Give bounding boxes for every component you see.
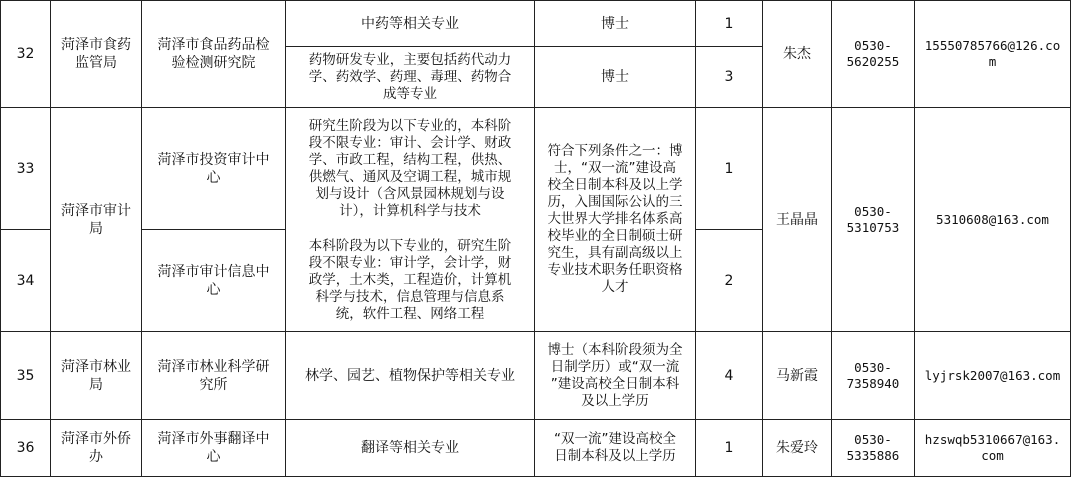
department-cell: 菏泽市外侨 办 bbox=[61, 431, 131, 465]
department-cell: 菏泽市食药 监管局 bbox=[61, 37, 131, 71]
email-cell: 15550785766@126.co m bbox=[924, 38, 1061, 69]
degree-cell: “双一流”建设高校全 日制本科及以上学历 bbox=[554, 431, 676, 464]
email-cell: 5310608@163.com bbox=[936, 211, 1049, 227]
email-cell: lyjrsk2007@163.com bbox=[924, 367, 1061, 383]
major-cell: 研究生阶段为以下专业的，本科阶 段不限专业：审计、会计学、财政 学、市政工程，结构工程，供热、 供燃气、通风及空调工程，城市规 划与设计（含风景园林规划与设 计），计算机科学与技术 bbox=[308, 117, 512, 219]
employer-cell: 菏泽市审计信息中 心 bbox=[157, 263, 270, 298]
headcount-cell: 4 bbox=[724, 367, 734, 384]
row-number: 34 bbox=[16, 272, 35, 289]
major-cell: 林学、园艺、植物保护等相关专业 bbox=[305, 367, 515, 384]
phone-cell: 0530- 5620255 bbox=[846, 38, 900, 69]
department-cell: 菏泽市林业 局 bbox=[61, 358, 131, 393]
headcount-cell: 1 bbox=[724, 160, 734, 177]
headcount-cell: 1 bbox=[724, 440, 734, 456]
row-number: 35 bbox=[16, 367, 35, 384]
headcount-cell: 3 bbox=[724, 69, 734, 85]
degree-cell: 博士（本科阶段须为全 日制学历）或“双一流 ”建设高校全日制本科 及以上学历 bbox=[547, 341, 683, 409]
headcount-cell: 1 bbox=[724, 15, 734, 32]
contact-person-cell: 王晶晶 bbox=[776, 211, 818, 228]
degree-cell: 博士 bbox=[601, 69, 629, 85]
employer-cell: 菏泽市外事翻译中 心 bbox=[157, 431, 270, 465]
degree-cell: 博士 bbox=[601, 15, 629, 32]
row-number: 33 bbox=[16, 160, 35, 177]
degree-cell: 符合下列条件之一：博 士，“双一流”建设高 校全日制本科及以上学 历，入围国际公认的三 大世界大学排名体系高 校毕业的全日制硕士研 究生，具有副高级以上 专业技术职务任职资格 人才 bbox=[547, 143, 683, 295]
headcount-cell: 2 bbox=[724, 272, 734, 289]
employer-cell: 菏泽市投资审计中 心 bbox=[157, 151, 270, 186]
employer-cell: 菏泽市林业科学研 究所 bbox=[157, 358, 270, 393]
phone-cell: 0530- 7358940 bbox=[846, 359, 900, 391]
employer-cell: 菏泽市食品药品检 验检测研究院 bbox=[157, 37, 270, 71]
contact-person-cell: 马新霞 bbox=[776, 367, 818, 384]
phone-cell: 0530- 5310753 bbox=[846, 203, 900, 235]
major-cell: 翻译等相关专业 bbox=[361, 440, 459, 456]
contact-person-cell: 朱爱玲 bbox=[776, 440, 818, 456]
major-cell: 中药等相关专业 bbox=[361, 15, 459, 32]
contact-person-cell: 朱杰 bbox=[783, 46, 811, 62]
department-cell: 菏泽市审计 局 bbox=[61, 202, 131, 237]
major-cell: 药物研发专业，主要包括药代动力 学、药效学、药理、毒理、药物合 成等专业 bbox=[308, 51, 512, 102]
major-cell: 本科阶段为以下专业的，研究生阶 段不限专业：审计学，会计学，财 政学，土木类，工程造价，计算机 科学与技术，信息管理与信息系 统，软件工程、网络工程 bbox=[308, 238, 512, 322]
email-cell: hzswqb5310667@163. com bbox=[924, 432, 1061, 463]
phone-cell: 0530- 5335886 bbox=[846, 432, 900, 463]
row-number: 36 bbox=[16, 440, 35, 456]
row-number: 32 bbox=[16, 46, 35, 62]
